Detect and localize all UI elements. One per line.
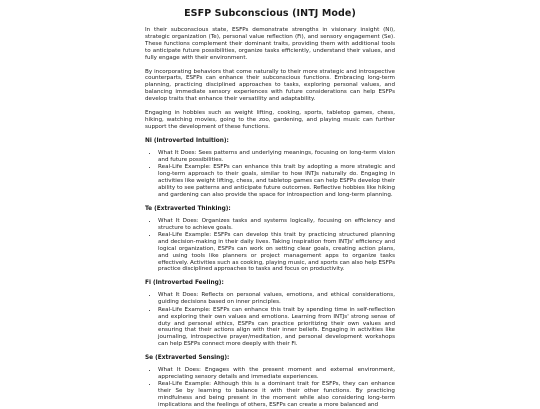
list-item: • What It Does: Organizes tasks and systems logically, focusing on efficiency and structure to achieve goals. — [158, 218, 395, 232]
list-item: • Real-Life Example: ESFPs can develop this trait by practicing structured planning and decision-making in their daily lives. Taking inspiration from INTJs' efficiency and logical organization, ESFPs can work on setting clear goals, creating action plans, and using tools like planners or project management apps to organize tasks effectively. Activities such as cooking, playing music, and sports can also help ESFPs practice disciplined approaches to tasks and focus on productivity. — [158, 232, 395, 273]
intro-paragraph: By incorporating behaviors that come naturally to their more strategic and introspective counterparts, ESFPs can enhance their subconscious functions. Embracing long-term planning, practicing disciplined approaches to tasks, exploring personal values, and balancing immediate sensory experiences with future considerations can help ESFPs develop traits that enhance their versatility and adaptability. — [145, 68, 395, 103]
section-heading-fi: Fi (Introverted Feeling): — [145, 280, 224, 287]
list-item: • What It Does: Engages with the present moment and external environment, appreciating sensory details and immediate experiences. — [158, 367, 395, 381]
list-item: • Real-Life Example: ESFPs can enhance this trait by spending time in self-reflection and exploring their own values and emotions. Learning from INTJs' strong sense of duty and personal ethics, ESFPs can practice prioritizing their own values and ensuring that their actions align with their inner beliefs. Engaging in activities like journaling, introspective prayer/meditation, and personal development workshops can help ESFPs connect more deeply with their Fi. — [158, 307, 395, 348]
page-title: ESFP Subconscious (INTJ Mode) — [184, 8, 356, 19]
section-heading-ni: Ni (Introverted Intuition): — [145, 137, 229, 144]
intro-paragraph: Engaging in hobbies such as weight lifting, cooking, sports, tabletop games, chess, hiking, watching movies, going to the zoo, gardening, and playing music can further support the development of these functions. — [145, 110, 395, 130]
section-list-te — [145, 218, 395, 274]
section-list-fi — [145, 292, 395, 348]
section-heading-te: Te (Extraverted Thinking): — [145, 205, 231, 212]
section-heading-se: Se (Extraverted Sensing): — [145, 355, 230, 362]
list-item: • Real-Life Example: Although this is a dominant trait for ESFPs, they can enhance their Se by learning to balance it with their other functions. By practicing mindfulness and being present in the moment while also considering long-term implications and the feelings of others, ESFPs can create a more balanced and — [158, 381, 395, 409]
list-item: • Real-Life Example: ESFPs can enhance this trait by adopting a more strategic and long-term approach to their goals, similar to how INTJs naturally do. Engaging in activities like weight lifting, chess, and tabletop games can help ESFPs develop their ability to see patterns and anticipate future outcomes. Reflective hobbies like hiking and gardening can also provide the space for introspection and long-term planning. — [158, 164, 395, 199]
section-list-se — [145, 367, 395, 409]
list-item: • What It Does: Reflects on personal values, emotions, and ethical considerations, guiding decisions based on inner principles. — [158, 292, 395, 306]
intro-paragraph: In their subconscious state, ESFPs demonstrate strengths in visionary insight (Ni), strategic organization (Te), personal value reflection (Fi), and sensory engagement (Se). These functions complement their dominant traits, providing them with additional tools to anticipate future possibilities, organize tasks efficiently, understand their values, and fully engage with their environment. — [145, 27, 395, 61]
list-item: • What It Does: Sees patterns and underlying meanings, focusing on long-term vision and future possibilities. — [158, 150, 395, 164]
section-list-ni — [145, 150, 395, 199]
